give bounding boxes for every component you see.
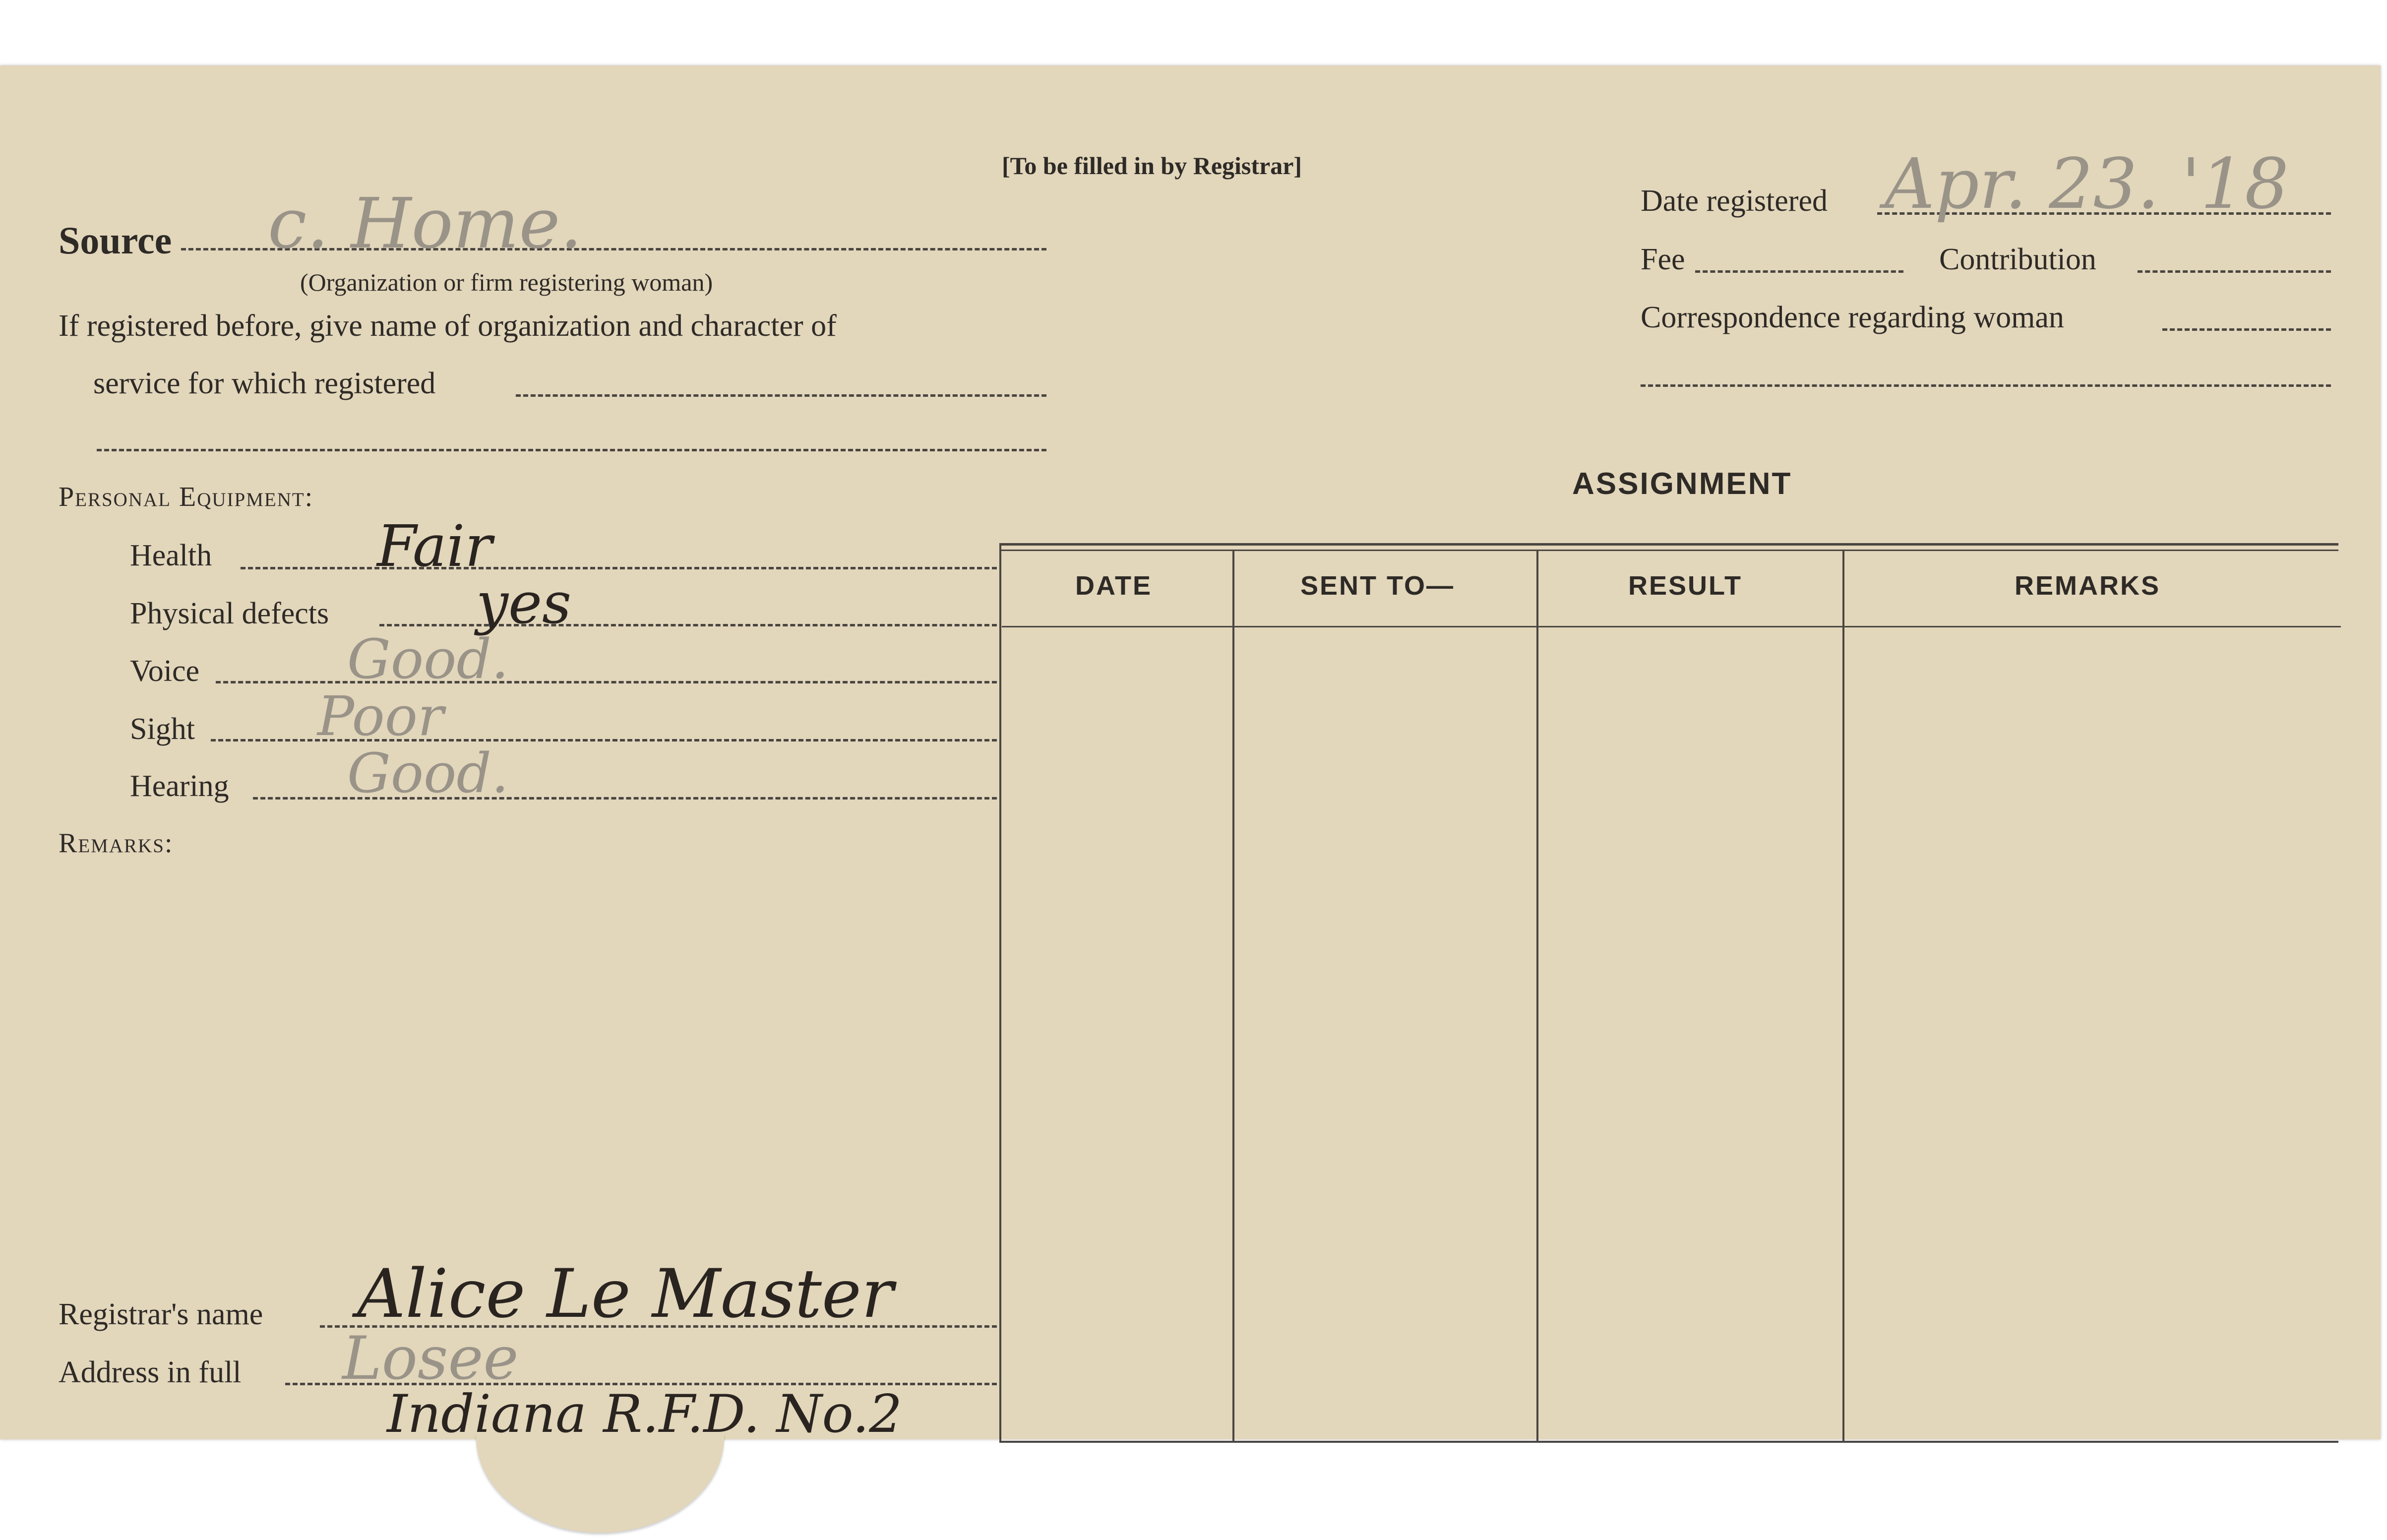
card-tab bbox=[476, 1433, 724, 1533]
address-label: Address in full bbox=[59, 1355, 242, 1389]
date-registered-value: Apr. 23. '18 bbox=[1885, 144, 2289, 225]
registrar-note: [To be filled in by Registrar] bbox=[1002, 152, 1302, 180]
assignment-col-divider-1 bbox=[1232, 551, 1234, 1442]
source-caption: (Organization or firm registering woman) bbox=[300, 268, 713, 296]
column-header-date: DATE bbox=[1075, 571, 1152, 601]
health-value: Fair bbox=[377, 513, 492, 580]
assignment-col-divider-2 bbox=[1536, 551, 1538, 1442]
assignment-top-rule bbox=[999, 543, 2338, 546]
column-header-sent-to: SENT TO— bbox=[1300, 571, 1455, 601]
column-header-result: RESULT bbox=[1628, 571, 1742, 601]
health-label: Health bbox=[130, 539, 212, 572]
address-line1-value: Losee bbox=[342, 1324, 519, 1393]
hearing-value: Good. bbox=[347, 741, 509, 805]
voice-value: Good. bbox=[347, 627, 509, 691]
physical-defects-label: Physical defects bbox=[130, 597, 329, 630]
sight-label: Sight bbox=[130, 712, 195, 746]
registered-before-line-extra bbox=[97, 449, 1046, 451]
registered-before-line1: If registered before, give name of organization and character of bbox=[59, 309, 837, 343]
physical-defects-value: yes bbox=[476, 570, 572, 637]
fee-label: Fee bbox=[1641, 243, 1685, 276]
physical-defects-line bbox=[379, 624, 997, 626]
remarks-label: Remarks: bbox=[59, 828, 174, 859]
registered-before-line2: service for which registered bbox=[93, 367, 436, 400]
assignment-col-divider-left bbox=[999, 543, 1001, 1442]
voice-line bbox=[216, 681, 997, 683]
registered-before-line bbox=[516, 394, 1046, 397]
registrar-name-value: Alice Le Master bbox=[357, 1255, 894, 1333]
assignment-col-divider-3 bbox=[1842, 551, 1844, 1442]
assignment-top-rule-inner bbox=[999, 550, 2338, 551]
sight-value: Poor bbox=[317, 684, 444, 748]
address-line2-value: Indiana R.F.D. No.2 bbox=[387, 1384, 903, 1444]
date-registered-label: Date registered bbox=[1641, 184, 1828, 218]
hearing-label: Hearing bbox=[130, 769, 229, 803]
contribution-label: Contribution bbox=[1939, 243, 2096, 276]
source-label: Source bbox=[59, 219, 172, 262]
contribution-line bbox=[2138, 270, 2331, 273]
correspondence-line bbox=[2162, 328, 2331, 331]
column-header-remarks: REMARKS bbox=[2015, 571, 2161, 601]
assignment-title: ASSIGNMENT bbox=[1572, 467, 1792, 501]
voice-label: Voice bbox=[130, 654, 200, 688]
registrar-name-label: Registrar's name bbox=[59, 1297, 263, 1331]
assignment-header-rule bbox=[1002, 626, 2341, 627]
assignment-bottom-rule bbox=[999, 1441, 2338, 1443]
fee-line bbox=[1695, 270, 1903, 273]
health-line bbox=[241, 567, 997, 569]
personal-equipment-title: Personal Equipment: bbox=[59, 482, 314, 512]
source-value: c. Home. bbox=[268, 184, 582, 264]
correspondence-line-extra bbox=[1641, 384, 2331, 387]
correspondence-label: Correspondence regarding woman bbox=[1641, 301, 2064, 334]
